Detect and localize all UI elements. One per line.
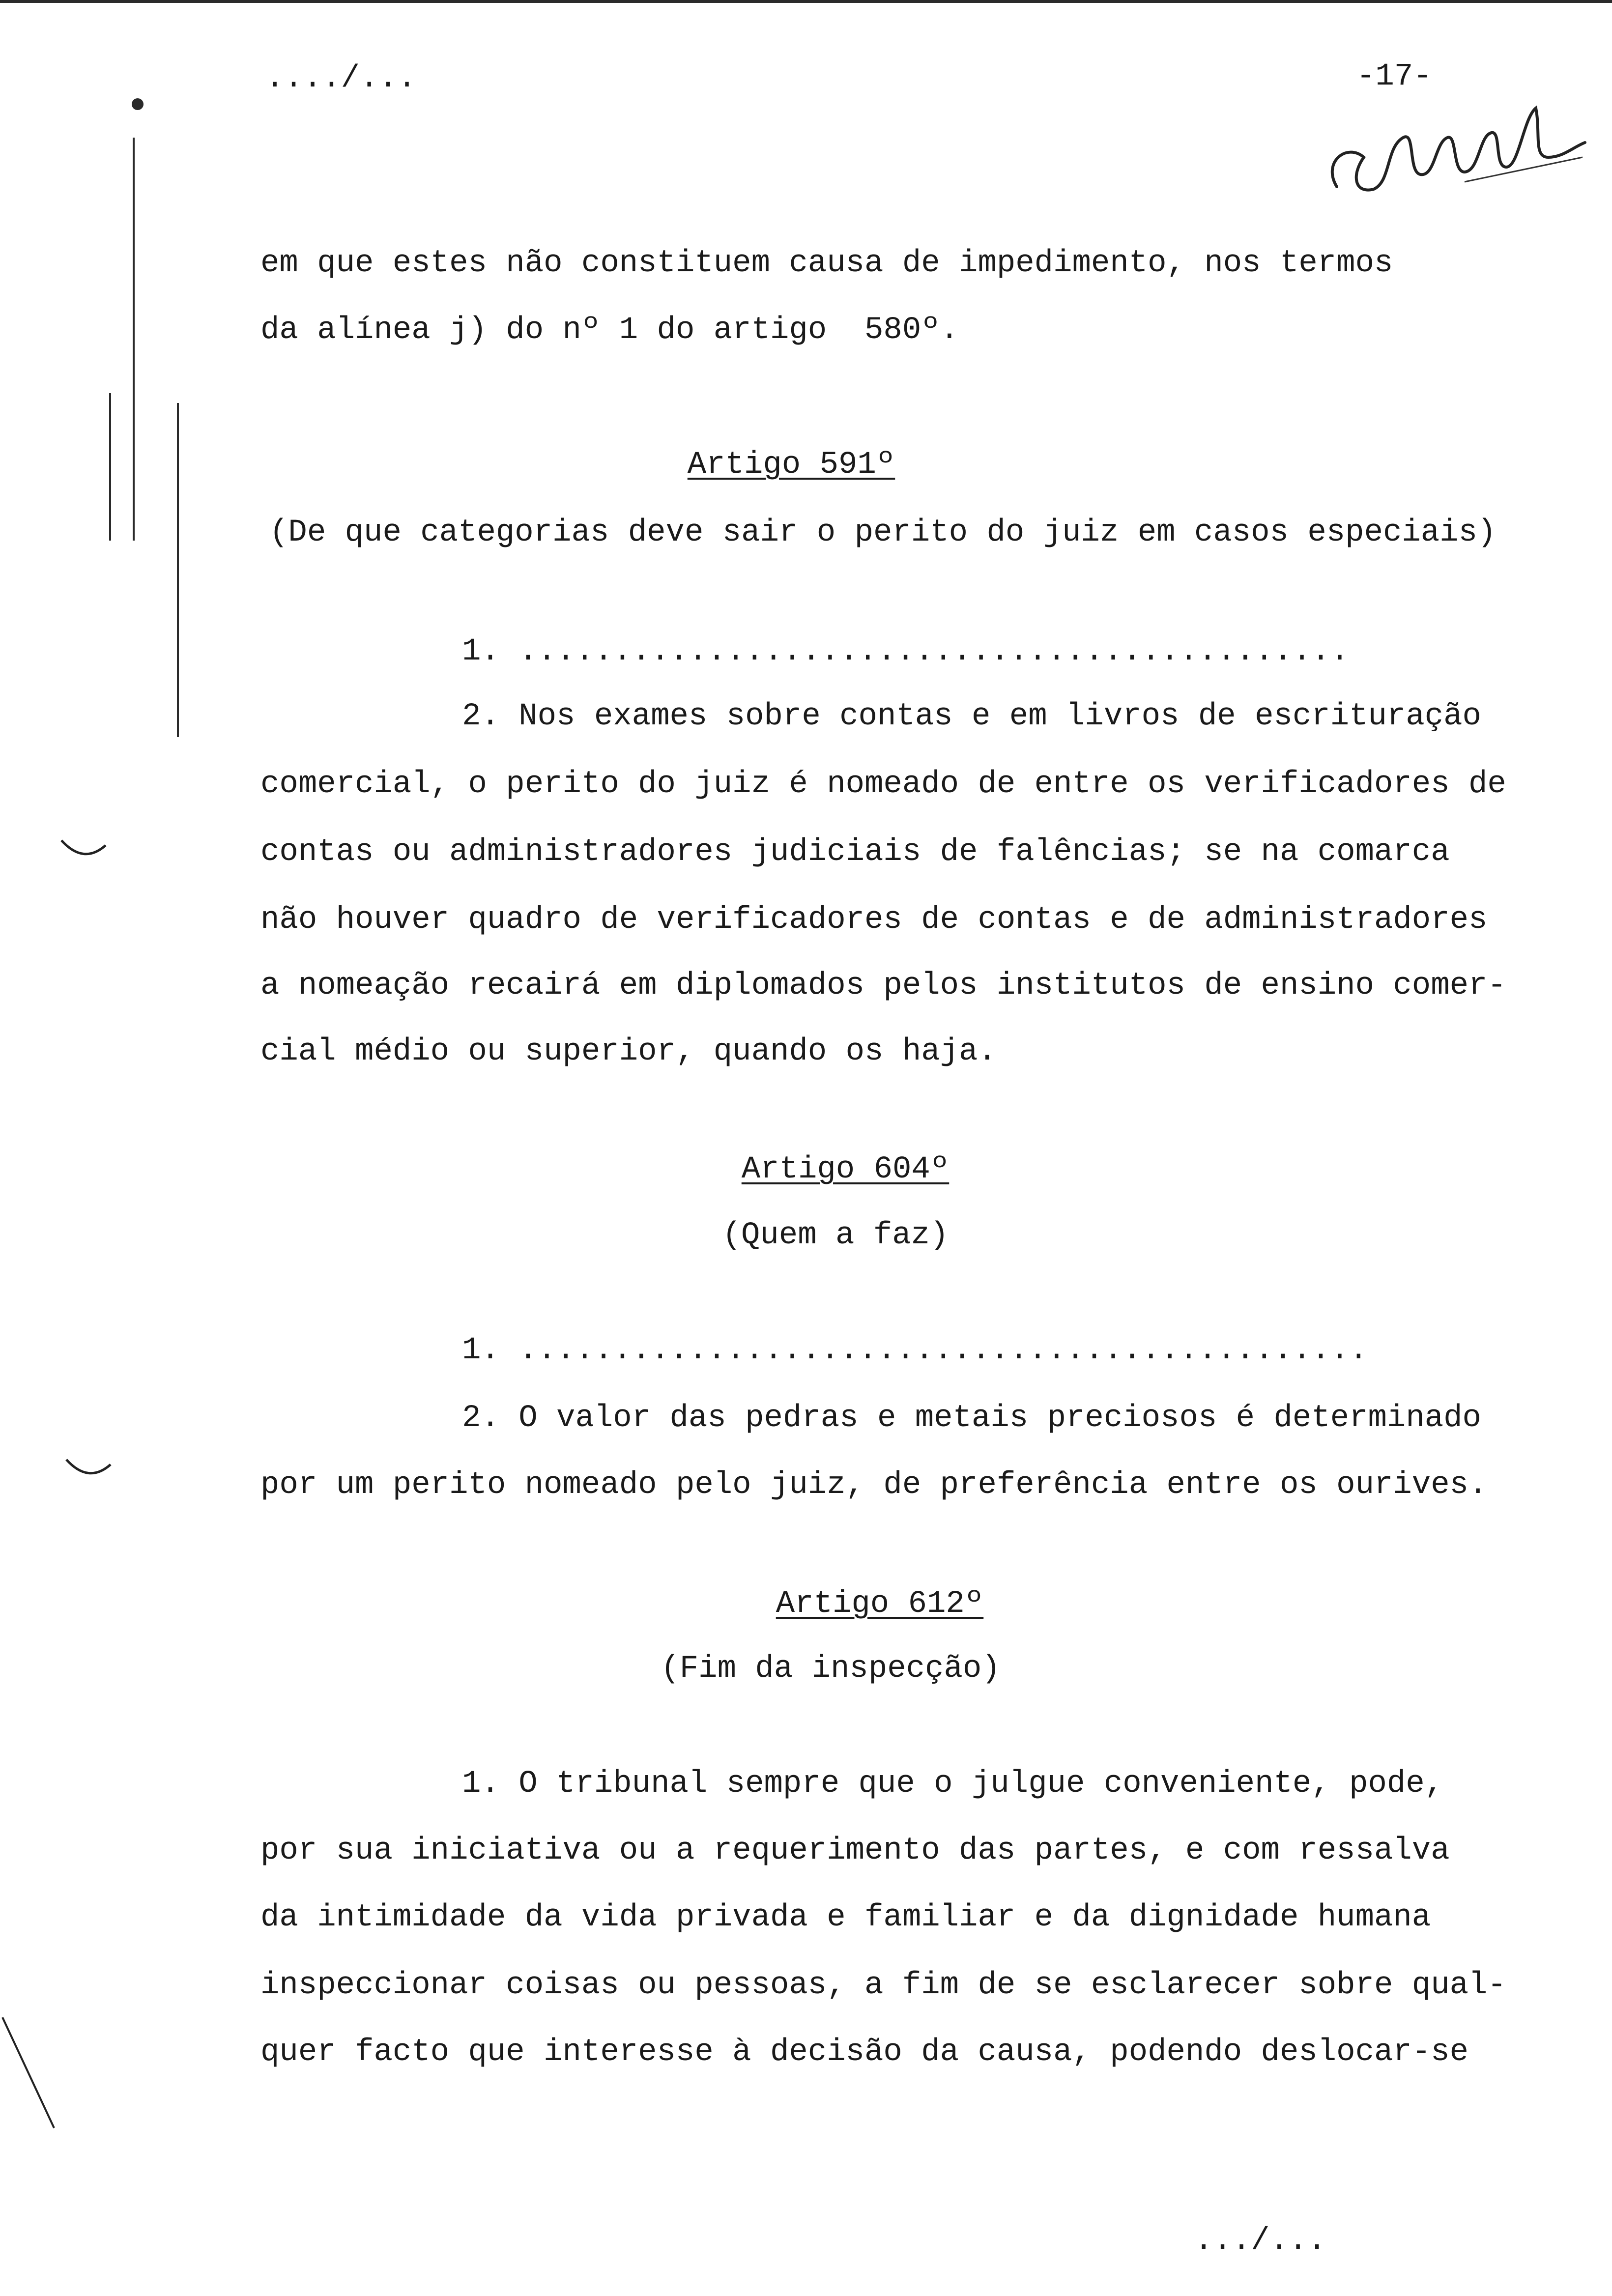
header-continuation: ..../... bbox=[265, 61, 417, 96]
footer-continuation: .../... bbox=[1194, 2223, 1326, 2259]
margin-mark bbox=[59, 835, 108, 865]
paragraph-line: da alínea j) do nº 1 do artigo 580º. bbox=[260, 313, 959, 348]
article-612-item-1-line: da intimidade da vida privada e familiar e da dignidade humana bbox=[260, 1900, 1431, 1935]
article-591-subtitle: (De que categorias deve sair o perito do juiz em casos especiais) bbox=[269, 515, 1497, 550]
paragraph-line: em que estes não constituem causa de impedimento, nos termos bbox=[260, 246, 1393, 281]
margin-dot bbox=[132, 98, 144, 110]
article-591-title: Artigo 591º bbox=[687, 447, 895, 483]
article-591-item-2-line: não houver quadro de verificadores de contas e de administradores bbox=[260, 902, 1488, 938]
article-591-item-2-line: a nomeação recairá em diplomados pelos institutos de ensino comer- bbox=[260, 968, 1506, 1004]
article-612-subtitle: (Fim da inspecção) bbox=[661, 1651, 1001, 1687]
article-604-subtitle: (Quem a faz) bbox=[722, 1218, 949, 1253]
article-591-item-2-line: 2. Nos exames sobre contas e em livros de escrituração bbox=[462, 699, 1481, 734]
article-612-item-1-line: 1. O tribunal sempre que o julgue conveniente, pode, bbox=[462, 1766, 1444, 1802]
article-604-item-2-line: 2. O valor das pedras e metais preciosos é determinado bbox=[462, 1401, 1481, 1436]
page-number: -17- bbox=[1356, 59, 1432, 94]
article-604-item-1: 1. ............................................. bbox=[462, 1333, 1368, 1368]
article-612-item-1-line: quer facto que interesse à decisão da causa, podendo deslocar-se bbox=[260, 2035, 1468, 2070]
handwritten-signature bbox=[1317, 88, 1592, 216]
article-612-item-1-line: inspeccionar coisas ou pessoas, a fim de se esclarecer sobre qual- bbox=[260, 1968, 1506, 2003]
article-604-title: Artigo 604º bbox=[741, 1152, 950, 1187]
top-border bbox=[0, 0, 1612, 3]
article-591-item-2-line: comercial, o perito do juiz é nomeado de entre os verificadores de bbox=[260, 767, 1506, 802]
article-612-title: Artigo 612º bbox=[776, 1586, 984, 1622]
article-612-item-1-line: por sua iniciativa ou a requerimento das partes, e com ressalva bbox=[260, 1833, 1450, 1868]
margin-mark bbox=[64, 1455, 113, 1484]
article-604-item-2-line: por um perito nomeado pelo juiz, de preferência entre os ourives. bbox=[260, 1467, 1488, 1503]
article-591-item-2-line: contas ou administradores judiciais de falências; se na comarca bbox=[260, 834, 1450, 870]
margin-mark bbox=[0, 2015, 79, 2143]
article-591-item-2-line: cial médio ou superior, quando os haja. bbox=[260, 1034, 997, 1069]
article-591-item-1: 1. ............................................ bbox=[462, 634, 1350, 669]
